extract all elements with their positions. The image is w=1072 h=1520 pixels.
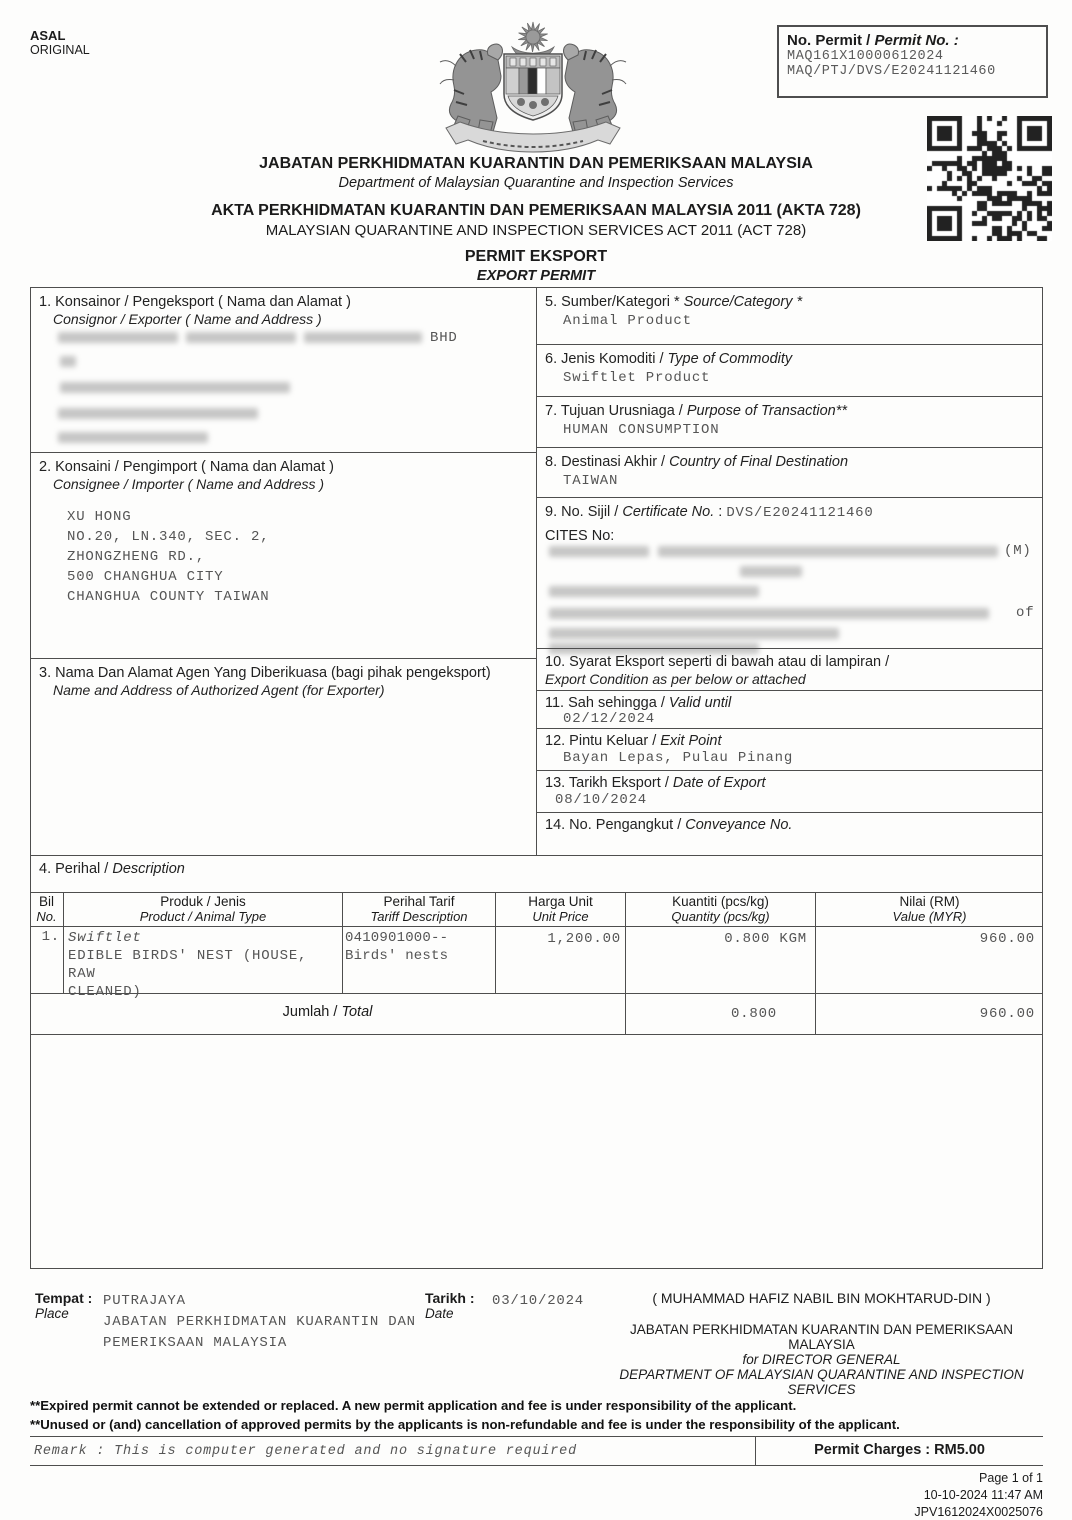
section-13-label-en: Date of Export bbox=[672, 775, 766, 791]
redacted-text bbox=[549, 608, 989, 619]
section-1-consignor bbox=[30, 287, 537, 453]
section-14-label-en: Conveyance No. bbox=[685, 817, 793, 833]
tempat-label: Tempat : bbox=[35, 1290, 93, 1306]
table-row-bil bbox=[30, 926, 63, 993]
section-4-label-my: 4. Perihal / bbox=[39, 861, 113, 877]
col-header-quantity-en: Quantity (pcs/kg) bbox=[671, 909, 770, 924]
section-6-label-en: Type of Commodity bbox=[667, 351, 793, 367]
cites-no-label: CITES No: bbox=[545, 528, 615, 544]
section-2-consignee bbox=[30, 452, 537, 659]
quantity-value: 0.800 KGM bbox=[724, 931, 807, 947]
section-7-label-my: 7. Tujuan Urusniaga / bbox=[545, 403, 687, 419]
copy-type bbox=[30, 28, 90, 57]
document-reference-number: JPV1612024X0025076 bbox=[914, 1505, 1043, 1519]
signatory-dept-2: SERVICES bbox=[787, 1382, 856, 1397]
place-value bbox=[103, 1291, 416, 1354]
for-director-general: for DIRECTOR GENERAL bbox=[742, 1352, 901, 1367]
permit-number-1: MAQ161X10000612024 bbox=[787, 49, 944, 64]
section-7-purpose bbox=[536, 396, 1043, 448]
redacted-text bbox=[58, 432, 208, 443]
col-header-product bbox=[63, 892, 342, 926]
unit-price-value: 1,200.00 bbox=[547, 931, 621, 947]
redacted-text bbox=[304, 332, 422, 343]
section-8-label-en: Country of Final Destination bbox=[669, 454, 849, 470]
redacted-text bbox=[60, 382, 290, 393]
col-header-bil bbox=[30, 892, 63, 926]
product-line-1: Swiftlet bbox=[68, 930, 142, 946]
product-line-2: EDIBLE BIRDS' NEST (HOUSE, RAW bbox=[68, 948, 308, 982]
section-8-value: TAIWAN bbox=[563, 473, 619, 489]
total-label-cell bbox=[30, 993, 625, 1035]
table-row-value bbox=[815, 926, 1043, 993]
place-line-2: JABATAN PERKHIDMATAN KUARANTIN DAN bbox=[103, 1314, 416, 1330]
redacted-text bbox=[58, 332, 178, 343]
signatory-block bbox=[600, 1290, 1043, 1397]
section-5-value: Animal Product bbox=[563, 313, 692, 329]
section-14-label-my: 14. No. Pengangkut / bbox=[545, 817, 686, 833]
section-5-source-category bbox=[536, 287, 1043, 345]
section-9-fragment-m: (M) bbox=[1004, 543, 1032, 559]
place-label: Place bbox=[35, 1306, 69, 1321]
table-row-unit-price bbox=[495, 926, 625, 993]
section-1-visible-fragment: BHD bbox=[430, 330, 458, 346]
section-13-date-of-export bbox=[536, 770, 1043, 813]
exit-point-value: Bayan Lepas, Pulau Pinang bbox=[563, 750, 794, 766]
section-3-label-my: 3. Nama Dan Alamat Agen Yang Diberikuasa (bagi pihak pengeksport) bbox=[39, 665, 491, 681]
redacted-text bbox=[549, 586, 759, 597]
redacted-text bbox=[58, 408, 258, 419]
col-header-tariff bbox=[342, 892, 495, 926]
redacted-text bbox=[549, 546, 649, 557]
place-block bbox=[35, 1290, 92, 1321]
product-line-3: CLEANED) bbox=[68, 984, 142, 1000]
section-1-label-en: Consignor / Exporter ( Name and Address ) bbox=[53, 311, 322, 327]
section-14-conveyance bbox=[536, 812, 1043, 856]
col-header-bil-en: No. bbox=[36, 909, 57, 924]
col-header-unit-price-my: Harga Unit bbox=[528, 894, 593, 909]
remark-row bbox=[30, 1436, 1043, 1466]
date-label: Date bbox=[425, 1306, 454, 1321]
act-name-my: AKTA PERKHIDMATAN KUARANTIN DAN PEMERIKSAAN MALAYSIA 2011 (AKTA 728) bbox=[211, 202, 861, 219]
consignee-line-5: CHANGHUA COUNTY TAIWAN bbox=[67, 589, 270, 605]
redacted-text bbox=[186, 332, 296, 343]
section-5-label-my: 5. Sumber/Kategori * bbox=[545, 294, 684, 310]
value-myr: 960.00 bbox=[979, 931, 1035, 947]
permit-charges: Permit Charges : RM5.00 bbox=[814, 1442, 985, 1458]
section-7-label-en: Purpose of Transaction** bbox=[686, 403, 847, 419]
col-header-tariff-my: Perihal Tarif bbox=[383, 894, 455, 909]
section-13-label-my: 13. Tarikh Eksport / bbox=[545, 775, 673, 791]
tarikh-label: Tarikh : bbox=[425, 1290, 475, 1306]
page-number: Page 1 of 1 bbox=[979, 1471, 1043, 1485]
section-10-export-condition bbox=[536, 648, 1043, 691]
section-9-label-my: 9. No. Sijil / bbox=[545, 504, 623, 520]
total-value-cell bbox=[815, 993, 1043, 1035]
section-11-label-my: 11. Sah sehingga / bbox=[545, 695, 669, 711]
section-2-label-en: Consignee / Importer ( Name and Address ) bbox=[53, 476, 325, 492]
permit-title-en: EXPORT PERMIT bbox=[476, 268, 596, 284]
col-header-product-my: Produk / Jenis bbox=[160, 894, 246, 909]
section-3-label-en: Name and Address of Authorized Agent (for Exporter) bbox=[53, 682, 385, 698]
dept-name-en: Department of Malaysian Quarantine and Inspection Services bbox=[338, 175, 734, 191]
consignee-line-4: 500 CHANGHUA CITY bbox=[67, 569, 224, 585]
consignee-line-2: NO.20, LN.340, SEC. 2, bbox=[67, 529, 270, 545]
section-3-agent bbox=[30, 658, 537, 856]
row-bil: 1. bbox=[41, 929, 60, 945]
section-9-separator: : bbox=[714, 504, 727, 520]
section-6-label-my: 6. Jenis Komoditi / bbox=[545, 351, 668, 367]
section-8-label-my: 8. Destinasi Akhir / bbox=[545, 454, 670, 470]
signatory-org: JABATAN PERKHIDMATAN KUARANTIN DAN PEMERIKSAAN MALAYSIA bbox=[629, 1322, 1014, 1352]
print-datetime: 10-10-2024 11:47 AM bbox=[923, 1488, 1043, 1502]
section-12-exit-point bbox=[536, 728, 1043, 771]
footnote-1: **Expired permit cannot be extended or replaced. A new permit application and fee is under responsibility of the applicant. bbox=[30, 1398, 797, 1413]
col-header-unit-price-en: Unit Price bbox=[532, 909, 589, 924]
redacted-text bbox=[658, 546, 998, 557]
section-8-final-destination bbox=[536, 447, 1043, 498]
permit-number-2: MAQ/PTJ/DVS/E20241121460 bbox=[787, 64, 996, 79]
table-row-tariff bbox=[342, 926, 495, 993]
officer-name: ( MUHAMMAD HAFIZ NABIL BIN MOKHTARUD-DIN ) bbox=[652, 1290, 991, 1306]
copy-type-original: ORIGINAL bbox=[30, 43, 90, 57]
page-meta bbox=[743, 1470, 1043, 1520]
total-label-en: Total bbox=[341, 1004, 373, 1020]
section-10-label-en: Export Condition as per below or attached bbox=[545, 671, 806, 687]
col-header-tariff-en: Tariff Description bbox=[370, 909, 468, 924]
consignee-line-1: XU HONG bbox=[67, 509, 132, 525]
consignee-line-3: ZHONGZHENG RD., bbox=[67, 549, 206, 565]
section-2-label-my: 2. Konsaini / Pengimport ( Nama dan Alamat ) bbox=[39, 459, 334, 475]
valid-until-value: 02/12/2024 bbox=[563, 711, 656, 727]
col-header-value-en: Value (MYR) bbox=[892, 909, 967, 924]
redacted-text bbox=[740, 566, 802, 577]
place-line-3: PEMERIKSAAN MALAYSIA bbox=[103, 1335, 288, 1351]
permit-number-box bbox=[777, 25, 1048, 98]
permit-no-label-en: Permit No. : bbox=[874, 32, 959, 49]
document-header bbox=[0, 153, 1072, 285]
permit-title-my: PERMIT EKSPORT bbox=[464, 248, 608, 265]
section-7-value: HUMAN CONSUMPTION bbox=[563, 422, 720, 438]
redacted-text bbox=[60, 356, 76, 367]
date-of-export-value: 08/10/2024 bbox=[555, 792, 648, 808]
col-header-value bbox=[815, 892, 1043, 926]
section-11-label-en: Valid until bbox=[668, 695, 732, 711]
copy-type-asal: ASAL bbox=[30, 28, 66, 43]
place-line-1: PUTRAJAYA bbox=[103, 1293, 186, 1309]
remark-text: Remark : This is computer generated and no signature required bbox=[34, 1444, 577, 1459]
section-11-valid-until bbox=[536, 690, 1043, 729]
section-6-value: Swiftlet Product bbox=[563, 370, 711, 386]
redacted-text bbox=[549, 628, 839, 639]
act-name-en: MALAYSIAN QUARANTINE AND INSPECTION SERVICES ACT 2011 (ACT 728) bbox=[265, 222, 807, 239]
section-12-label-my: 12. Pintu Keluar / bbox=[545, 733, 661, 749]
section-1-label-my: 1. Konsainor / Pengeksport ( Nama dan Alamat ) bbox=[39, 294, 351, 310]
tariff-line-1: 0410901000-- bbox=[345, 930, 449, 946]
total-quantity-cell bbox=[625, 993, 815, 1035]
certificate-number: DVS/E20241121460 bbox=[726, 505, 874, 521]
date-block bbox=[425, 1290, 475, 1321]
permit-no-label: No. Permit / bbox=[787, 32, 875, 49]
col-header-quantity bbox=[625, 892, 815, 926]
section-4-label-en: Description bbox=[112, 861, 185, 877]
total-quantity: 0.800 bbox=[730, 1006, 777, 1022]
section-6-commodity-type bbox=[536, 344, 1043, 397]
total-label-my: Jumlah / bbox=[282, 1004, 342, 1020]
col-header-bil-my: Bil bbox=[38, 894, 54, 909]
col-header-quantity-my: Kuantiti (pcs/kg) bbox=[672, 894, 769, 909]
total-value: 960.00 bbox=[979, 1006, 1035, 1022]
date-value: 03/10/2024 bbox=[492, 1293, 585, 1309]
col-header-product-en: Product / Animal Type bbox=[139, 909, 267, 924]
section-9-label-en: Certificate No. bbox=[622, 504, 715, 520]
table-row-quantity bbox=[625, 926, 815, 993]
col-header-value-my: Nilai (RM) bbox=[899, 894, 960, 909]
footnote-2: **Unused or (and) cancellation of approved permits by the applicants is non-refundable and fee is under the responsibility of the applicant. bbox=[30, 1417, 900, 1432]
malaysia-coat-of-arms-icon bbox=[428, 20, 638, 158]
signatory-dept-1: DEPARTMENT OF MALAYSIAN QUARANTINE AND INSPECTION bbox=[619, 1367, 1024, 1382]
col-header-unit-price bbox=[495, 892, 625, 926]
section-10-label-my: 10. Syarat Eksport seperti di bawah atau di lampiran / bbox=[545, 654, 890, 670]
section-9-fragment-of: of bbox=[1016, 605, 1035, 621]
tariff-line-2: Birds' nests bbox=[345, 948, 449, 964]
section-12-label-en: Exit Point bbox=[660, 733, 722, 749]
section-5-label-en: Source/Category * bbox=[683, 294, 803, 310]
table-row-product bbox=[63, 926, 342, 1000]
dept-name-my: JABATAN PERKHIDMATAN KUARANTIN DAN PEMERIKSAAN MALAYSIA bbox=[259, 155, 813, 172]
